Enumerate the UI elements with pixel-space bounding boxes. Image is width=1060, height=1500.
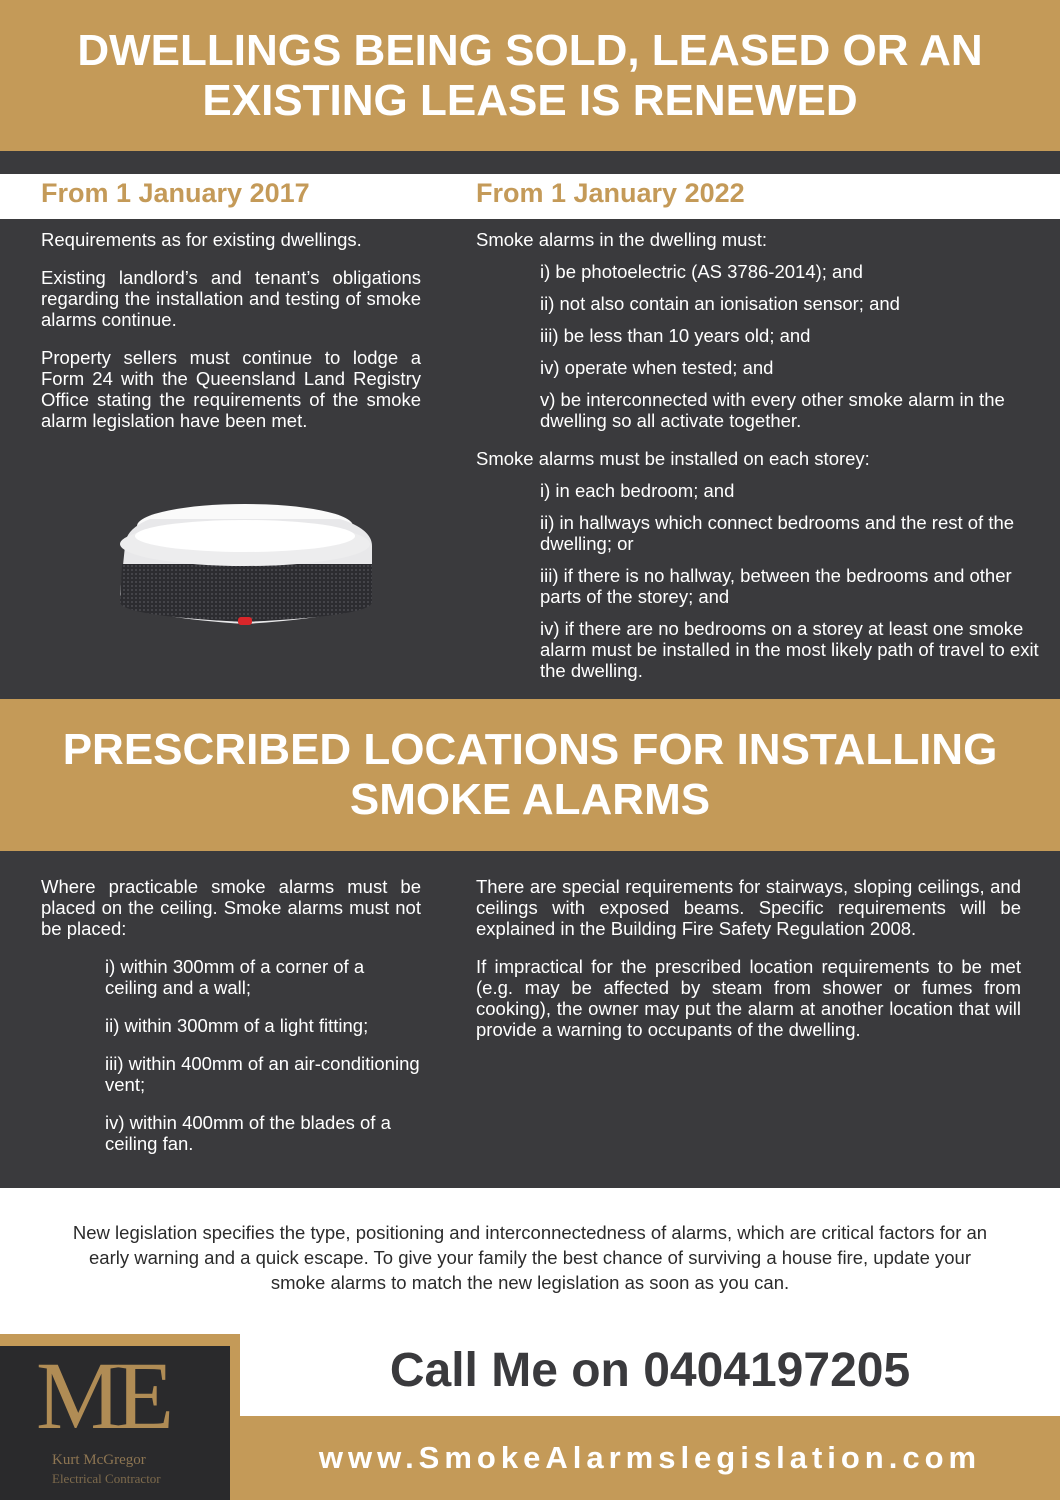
section-1-left-column [41, 229, 421, 448]
section-2-left-column [41, 876, 421, 1171]
list-item: v) be interconnected with every other smoke alarm in the dwelling so all activate together. [540, 389, 1005, 431]
list-item: iii) within 400mm of an air-conditioning vent; [105, 1053, 420, 1095]
logo [0, 1334, 240, 1500]
logo-panel [0, 1342, 230, 1500]
list-item: i) within 300mm of a corner of a ceiling and a wall; [105, 956, 365, 998]
section-1-panel [0, 219, 1060, 699]
section-1-right-column [476, 229, 1041, 692]
list-item: ii) in hallways which connect bedrooms and the rest of the dwelling; or [540, 512, 1015, 554]
heading-2022: From 1 January 2022 [476, 178, 745, 208]
paragraph: Requirements as for existing dwellings. [41, 229, 362, 250]
heading-2017: From 1 January 2017 [41, 178, 310, 208]
section-2-right-column [476, 876, 1021, 1057]
smoke-alarm-image [110, 484, 380, 634]
paragraph: There are special requirements for stairways, sloping ceilings, and ceilings with exposed beams. Specific requirements will be explained in the Building Fire Safety Regulation 2008. [476, 876, 1021, 939]
logo-subtitle: Electrical Contractor [52, 1471, 161, 1486]
list-intro: Smoke alarms in the dwelling must: [476, 229, 767, 250]
logo-mark: ME [36, 1342, 168, 1449]
section-1-title: DWELLINGS BEING SOLD, LEASED OR AN EXISTING LEASE IS RENEWED [0, 0, 1060, 151]
section-2-panel [0, 851, 1060, 1188]
list-item: iv) operate when tested; and [540, 357, 774, 378]
logo-name: Kurt McGregor [52, 1452, 146, 1468]
list-item: i) in each bedroom; and [540, 480, 735, 501]
list-item: ii) within 300mm of a light fitting; [105, 1015, 369, 1036]
list-item: ii) not also contain an ionisation sensor; and [540, 293, 900, 314]
paragraph: Existing landlord’s and tenant’s obligations regarding the installation and testing of smoke alarms continue. [41, 267, 421, 330]
closing-paragraph: New legislation specifies the type, positioning and interconnectedness of alarms, which are critical factors for an early warning and a quick escape. To give your family the best chance of surviving a house fire, update your smoke alarms to match the new legislation as soon as you can. [72, 1222, 988, 1293]
list-item: iii) if there is no hallway, between the bedrooms and other parts of the storey; and [540, 565, 1012, 607]
section-1-subheadings [0, 174, 1060, 219]
divider-strip [0, 151, 1060, 174]
list-item: iv) if there are no bedrooms on a storey at least one smoke alarm must be installed in the most likely path of travel to exit the dwelling. [540, 618, 1039, 681]
list-intro: Where practicable smoke alarms must be placed on the ceiling. Smoke alarms must not be placed: [41, 876, 421, 939]
list-item: iv) within 400mm of the blades of a ceiling fan. [105, 1112, 391, 1154]
paragraph: Property sellers must continue to lodge a Form 24 with the Queensland Land Registry Office stating the requirements of the smoke alarm legislation have been met. [41, 347, 421, 431]
list-item: iii) be less than 10 years old; and [540, 325, 811, 346]
website-link[interactable]: www.SmokeAlarmslegislation.com [240, 1416, 1060, 1500]
paragraph: If impractical for the prescribed location requirements to be met (e.g. may be affected by steam from shower or fumes from cooking), the owner may put the alarm at another location that will provide a warning to occupants of the dwelling. [476, 956, 1021, 1040]
list-item: i) be photoelectric (AS 3786-2014); and [540, 261, 863, 282]
list-intro: Smoke alarms must be installed on each storey: [476, 448, 870, 469]
section-2-title: PRESCRIBED LOCATIONS FOR INSTALLING SMOKE ALARMS [0, 699, 1060, 851]
call-to-action: Call Me on 0404197205 [389, 1343, 911, 1397]
